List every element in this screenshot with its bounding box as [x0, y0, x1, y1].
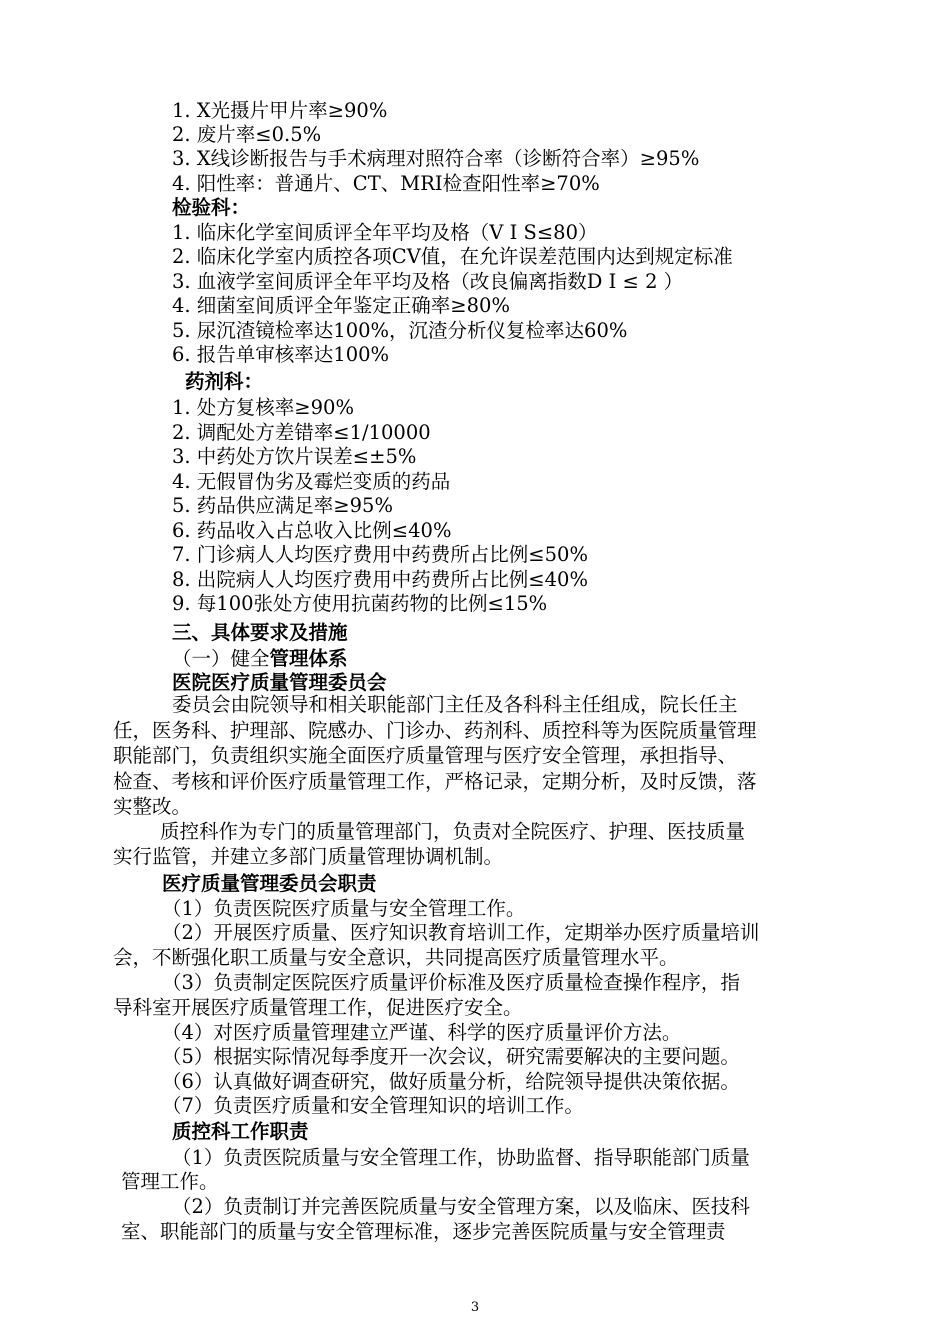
- duty-line: （6）认真做好调查研究，做好质量分析，给院领导提供决策依据。: [162, 1070, 740, 1093]
- pharmacy-item: 3. 中药处方饮片误差≤±5%: [172, 445, 417, 468]
- duty-line: （4）对医疗质量管理建立严谨、科学的医疗质量评价方法。: [162, 1021, 682, 1044]
- subsection-bold: 管理体系: [269, 647, 348, 670]
- paragraph-line: 委员会由院领导和相关职能部门主任及各科科主任组成，院长任主: [172, 693, 738, 716]
- xray-item: 4. 阳性率：普通片、CT、MRI检查阳性率≥70%: [172, 172, 600, 195]
- pharmacy-item: 9. 每100张处方使用抗菌药物的比例≤15%: [172, 592, 548, 615]
- paragraph-line: 职能部门，负责组织实施全面医疗质量管理与医疗安全管理，承担指导、: [113, 744, 738, 767]
- lab-item: 5. 尿沉渣镜检率达100%，沉渣分析仪复检率达60%: [172, 319, 628, 342]
- qc-duty-line: 管理工作。: [121, 1170, 219, 1193]
- paragraph-line: 实整改。: [113, 795, 192, 818]
- paragraph-line: 检查、考核和评价医疗质量管理工作，严格记录，定期分析，及时反馈，落: [113, 770, 757, 793]
- duty-line: （5）根据实际情况每季度开一次会议，研究需要解决的主要问题。: [162, 1045, 740, 1068]
- xray-item: 2. 废片率≤0.5%: [172, 123, 322, 146]
- page-number: 3: [470, 1300, 480, 1315]
- lab-item: 4. 细菌室间质评全年鉴定正确率≥80%: [172, 294, 510, 317]
- pharmacy-item: 2. 调配处方差错率≤1/10000: [172, 421, 431, 444]
- pharmacy-item: 4. 无假冒伪劣及霉烂变质的药品: [172, 470, 451, 493]
- duty-line: （2）开展医疗质量、医疗知识教育培训工作，定期举办医疗质量培训: [162, 921, 760, 944]
- committee-heading: 医院医疗质量管理委员会: [172, 671, 387, 694]
- pharmacy-item: 1. 处方复核率≥90%: [172, 396, 354, 419]
- duty-line: 会，不断强化职工质量与安全意识，共同提高医疗质量管理水平。: [113, 946, 679, 969]
- qc-duty-line: （2）负责制订并完善医院质量与安全管理方案，以及临床、医技科: [172, 1195, 750, 1218]
- duty-line: （7）负责医疗质量和安全管理知识的培训工作。: [162, 1094, 584, 1117]
- qc-duty-line: （1）负责医院质量与安全管理工作，协助监督、指导职能部门质量: [172, 1146, 750, 1169]
- xray-item: 3. X线诊断报告与手术病理对照符合率（诊断符合率）≥95%: [172, 147, 700, 170]
- qc-duty-line: 室、职能部门的质量与安全管理标准，逐步完善医院质量与安全管理责: [121, 1220, 726, 1243]
- paragraph-line: 实行监管，并建立多部门质量管理协调机制。: [113, 845, 504, 868]
- pharmacy-item: 8. 出院病人人均医疗费用中药费所占比例≤40%: [172, 568, 588, 591]
- lab-heading: 检验科：: [172, 196, 251, 219]
- xray-item: 1. X光摄片甲片率≥90%: [172, 99, 388, 122]
- duty-line: （1）负责医院医疗质量与安全管理工作。: [162, 897, 526, 920]
- paragraph-line: 任，医务科、护理部、院感办、门诊办、药剂科、质控科等为医院质量管理: [113, 719, 757, 742]
- qc-dept-heading: 质控科工作职责: [172, 1120, 309, 1143]
- subsection-prefix: （一）健全: [172, 647, 270, 670]
- pharmacy-item: 6. 药品收入占总收入比例≤40%: [172, 519, 452, 542]
- pharmacy-heading: 药剂科：: [185, 370, 264, 393]
- duty-line: 导科室开展医疗质量管理工作，促进医疗安全。: [113, 996, 523, 1019]
- pharmacy-item: 5. 药品供应满足率≥95%: [172, 494, 393, 517]
- section-heading: 三、具体要求及措施: [172, 621, 348, 644]
- duty-line: （3）负责制定医院医疗质量评价标准及医疗质量检查操作程序，指: [162, 971, 740, 994]
- lab-item: 2. 临床化学室内质控各项CV值，在允许误差范围内达到规定标准: [172, 245, 733, 268]
- lab-item: 1. 临床化学室间质评全年平均及格（V I S≤80）: [172, 221, 598, 244]
- paragraph-line: 质控科作为专门的质量管理部门，负责对全院医疗、护理、医技质量: [160, 820, 746, 843]
- lab-item: 3. 血液学室间质评全年平均及格（改良偏离指数D I ≤ 2 ）: [172, 270, 684, 293]
- duties-heading: 医疗质量管理委员会职责: [162, 872, 377, 895]
- subsection-heading: [172, 647, 348, 671]
- lab-item: 6. 报告单审核率达100%: [172, 343, 390, 366]
- pharmacy-item: 7. 门诊病人人均医疗费用中药费所占比例≤50%: [172, 543, 588, 566]
